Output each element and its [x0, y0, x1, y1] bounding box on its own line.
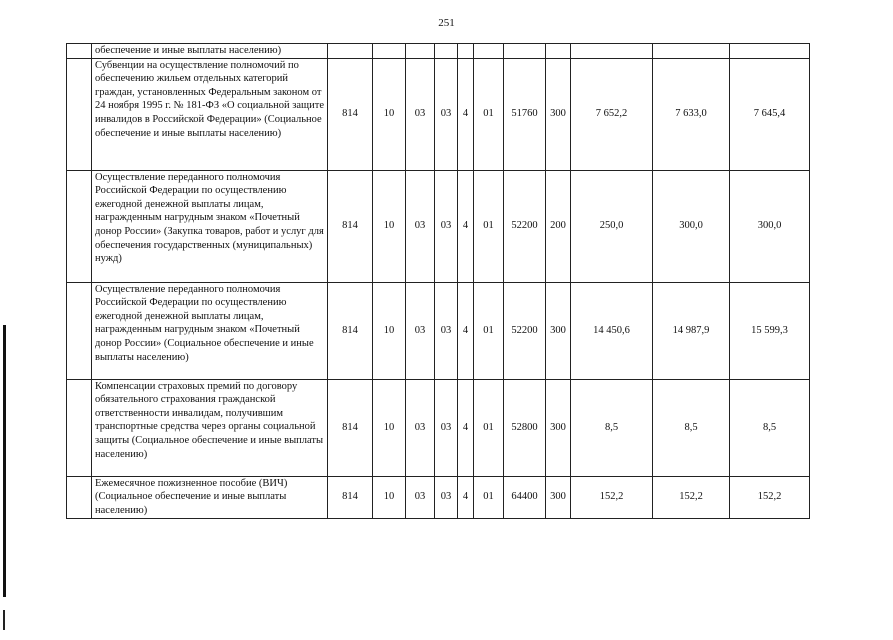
row-index-cell — [67, 44, 92, 59]
item-code-cell: 52200 — [504, 170, 546, 282]
section-code-cell: 10 — [373, 476, 406, 518]
table-row — [67, 282, 810, 379]
item-code-cell: 64400 — [504, 476, 546, 518]
item-code-cell: 52800 — [504, 379, 546, 476]
subprogram-code-cell: 4 — [458, 282, 474, 379]
section-code-cell: 10 — [373, 58, 406, 170]
amount-year3-cell — [730, 44, 810, 59]
section-code-cell: 10 — [373, 379, 406, 476]
section-code-cell — [373, 44, 406, 59]
group-code-cell: 01 — [474, 379, 504, 476]
expense-type-cell — [546, 44, 571, 59]
subsection-code-cell: 03 — [406, 476, 435, 518]
program-code-cell: 03 — [435, 58, 458, 170]
program-code-cell — [435, 44, 458, 59]
admin-code-cell: 814 — [328, 379, 373, 476]
expense-type-cell: 300 — [546, 379, 571, 476]
admin-code-cell: 814 — [328, 170, 373, 282]
admin-code-cell — [328, 44, 373, 59]
amount-year3-cell: 15 599,3 — [730, 282, 810, 379]
row-index-cell — [67, 282, 92, 379]
table-row — [67, 170, 810, 282]
row-index-cell — [67, 58, 92, 170]
subprogram-code-cell: 4 — [458, 379, 474, 476]
row-index-cell — [67, 476, 92, 518]
expense-type-cell: 300 — [546, 282, 571, 379]
row-index-cell — [67, 379, 92, 476]
group-code-cell: 01 — [474, 282, 504, 379]
amount-year2-cell: 8,5 — [653, 379, 730, 476]
subsection-code-cell — [406, 44, 435, 59]
amount-year2-cell: 7 633,0 — [653, 58, 730, 170]
expense-type-cell: 300 — [546, 476, 571, 518]
table-body — [67, 44, 810, 519]
amount-year3-cell: 300,0 — [730, 170, 810, 282]
subprogram-code-cell — [458, 44, 474, 59]
row-name-cell: Осуществление переданного полномочия Российской Федерации по осуществлению ежегодной денежной выплаты лицам, награжденным нагрудным знаком «Почетный донор России» (Социальное обеспечение и иные выплаты населению) — [92, 282, 328, 379]
row-name-cell: Ежемесячное пожизненное пособие (ВИЧ) (Социальное обеспечение и иные выплаты населению) — [92, 476, 328, 518]
program-code-cell: 03 — [435, 379, 458, 476]
expense-type-cell: 300 — [546, 58, 571, 170]
row-name-cell: Субвенции на осуществление полномочий по обеспечению жильем отдельных категорий граждан, установленных Федеральным законом от 24 ноября 1995 г. № 181-ФЗ «О социальной защите инвалидов в Российской Федерации» (Социальное обеспечение и иные выплаты населению) — [92, 58, 328, 170]
amount-year1-cell: 152,2 — [571, 476, 653, 518]
amount-year2-cell: 152,2 — [653, 476, 730, 518]
budget-table — [66, 43, 810, 519]
amount-year2-cell: 300,0 — [653, 170, 730, 282]
admin-code-cell: 814 — [328, 282, 373, 379]
subprogram-code-cell: 4 — [458, 170, 474, 282]
subprogram-code-cell: 4 — [458, 476, 474, 518]
group-code-cell: 01 — [474, 58, 504, 170]
amount-year2-cell: 14 987,9 — [653, 282, 730, 379]
row-name-cell: Осуществление переданного полномочия Российской Федерации по осуществлению ежегодной денежной выплаты лицам, награжденным нагрудным знаком «Почетный донор России» (Закупка товаров, работ и услуг для обеспечения государственных (муниципальных) нужд) — [92, 170, 328, 282]
amount-year1-cell — [571, 44, 653, 59]
group-code-cell — [474, 44, 504, 59]
row-name-cell: обеспечение и иные выплаты населению) — [92, 44, 328, 59]
admin-code-cell: 814 — [328, 58, 373, 170]
amount-year3-cell: 152,2 — [730, 476, 810, 518]
table-row — [67, 58, 810, 170]
amount-year1-cell: 8,5 — [571, 379, 653, 476]
row-index-cell — [67, 170, 92, 282]
item-code-cell: 52200 — [504, 282, 546, 379]
table-row — [67, 44, 810, 59]
program-code-cell: 03 — [435, 476, 458, 518]
amount-year2-cell — [653, 44, 730, 59]
expense-type-cell: 200 — [546, 170, 571, 282]
scan-artifact-mark — [3, 610, 5, 630]
amount-year3-cell: 7 645,4 — [730, 58, 810, 170]
section-code-cell: 10 — [373, 282, 406, 379]
table-row — [67, 476, 810, 518]
amount-year3-cell: 8,5 — [730, 379, 810, 476]
amount-year1-cell: 14 450,6 — [571, 282, 653, 379]
subsection-code-cell: 03 — [406, 170, 435, 282]
page-number: 251 — [438, 17, 455, 29]
table-row — [67, 379, 810, 476]
admin-code-cell: 814 — [328, 476, 373, 518]
subprogram-code-cell: 4 — [458, 58, 474, 170]
subsection-code-cell: 03 — [406, 379, 435, 476]
group-code-cell: 01 — [474, 170, 504, 282]
amount-year1-cell: 250,0 — [571, 170, 653, 282]
item-code-cell — [504, 44, 546, 59]
program-code-cell: 03 — [435, 282, 458, 379]
item-code-cell: 51760 — [504, 58, 546, 170]
subsection-code-cell: 03 — [406, 58, 435, 170]
section-code-cell: 10 — [373, 170, 406, 282]
group-code-cell: 01 — [474, 476, 504, 518]
amount-year1-cell: 7 652,2 — [571, 58, 653, 170]
row-name-cell: Компенсации страховых премий по договору обязательного страхования гражданской ответственности инвалидам, получившим транспортные средства через органы социальной защиты (Социальное обеспечение и иные выплаты населению) — [92, 379, 328, 476]
subsection-code-cell: 03 — [406, 282, 435, 379]
scan-artifact-mark — [3, 325, 6, 597]
program-code-cell: 03 — [435, 170, 458, 282]
